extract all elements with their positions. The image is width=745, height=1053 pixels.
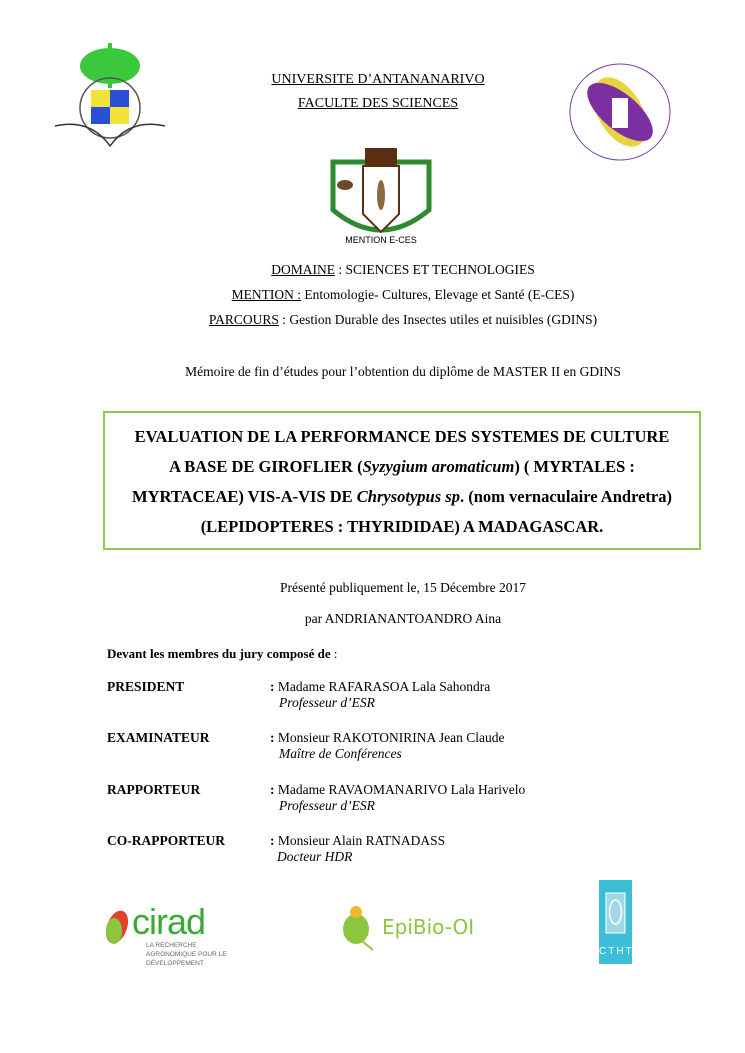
presentation-date: Présenté publiquement le, 15 Décembre 2017 — [280, 580, 526, 595]
jury-name: : Madame RAFARASOA Lala Sahondra — [270, 679, 491, 694]
jury-role: CO-RAPPORTEUR — [107, 833, 226, 848]
cirad-logo — [104, 901, 254, 967]
jury-name: : Monsieur Alain RATNADASS — [270, 833, 446, 848]
epibio-wordmark: EpiBio-OI — [382, 915, 475, 939]
memoire-statement: Mémoire de fin d’études pour l’obtention du diplôme de MASTER II en GDINS — [185, 364, 621, 379]
mention-value: Entomologie- Cultures, Elevage et Santé (E-CES) — [301, 287, 575, 302]
parcours-label: PARCOURS — [208, 312, 279, 327]
jury-intro: Devant les membres du jury composé de : — [107, 646, 338, 661]
faculty-name: FACULTE DES SCIENCES — [297, 96, 459, 111]
title-line-1: EVALUATION DE LA PERFORMANCE DES SYSTEMES DE CULTURE — [134, 427, 670, 446]
domaine-label: DOMAINE — [271, 262, 335, 277]
cirad-leaf-icon — [104, 907, 130, 947]
jury-role: EXAMINATEUR — [107, 730, 210, 745]
university-logo — [50, 38, 170, 150]
university-name: UNIVERSITE D’ANTANANARIVO — [271, 72, 485, 87]
faculty-logo — [565, 60, 675, 165]
jury-title: Maître de Conférences — [279, 746, 402, 761]
cirad-wordmark: cirad — [132, 901, 206, 942]
jury-name: : Monsieur RAKOTONIRINA Jean Claude — [270, 730, 505, 745]
mention-line — [0, 287, 745, 303]
title-line-4: (LEPIDOPTERES : THYRIDIDAE) A MADAGASCAR. — [200, 517, 604, 536]
epibio-logo — [340, 905, 490, 955]
leaf-icon — [605, 892, 626, 934]
mention-label: MENTION : — [231, 287, 302, 302]
mention-logo-text: MENTION E-CES — [345, 235, 417, 245]
cirad-tagline: LA RECHERCHE AGRONOMIQUE POUR LE DÉVELOPPEMENT — [146, 942, 227, 967]
parcours-value: : Gestion Durable des Insectes utiles et nuisibles (GDINS) — [278, 312, 598, 327]
parcours-line — [0, 312, 745, 328]
jury-role: RAPPORTEUR — [107, 782, 201, 797]
jury-name: : Madame RAVAOMANARIVO Lala Harivelo — [270, 782, 526, 797]
jury-title: Professeur d’ESR — [279, 695, 375, 710]
title-line-3: MYRTACEAE) VIS-A-VIS DE Chrysotypus sp. (nom vernaculaire Andretra) — [132, 487, 672, 506]
mention-ece-logo — [323, 140, 439, 248]
jury-title: Docteur HDR — [277, 849, 353, 864]
domaine-value: : SCIENCES ET TECHNOLOGIES — [334, 262, 535, 277]
ctht-logo — [599, 880, 632, 964]
jury-role: PRESIDENT — [107, 679, 185, 694]
ctht-wordmark: CTHT — [599, 946, 634, 957]
title-line-2: A BASE DE GIROFLIER (Syzygium aromaticum) ( MYRTALES : — [169, 457, 635, 476]
jury-title: Professeur d’ESR — [279, 798, 375, 813]
domaine-line — [0, 262, 745, 278]
thesis-title-box — [103, 411, 701, 550]
leaf-icon — [340, 905, 376, 951]
author: par ANDRIANANTOANDRO Aina — [304, 611, 502, 626]
